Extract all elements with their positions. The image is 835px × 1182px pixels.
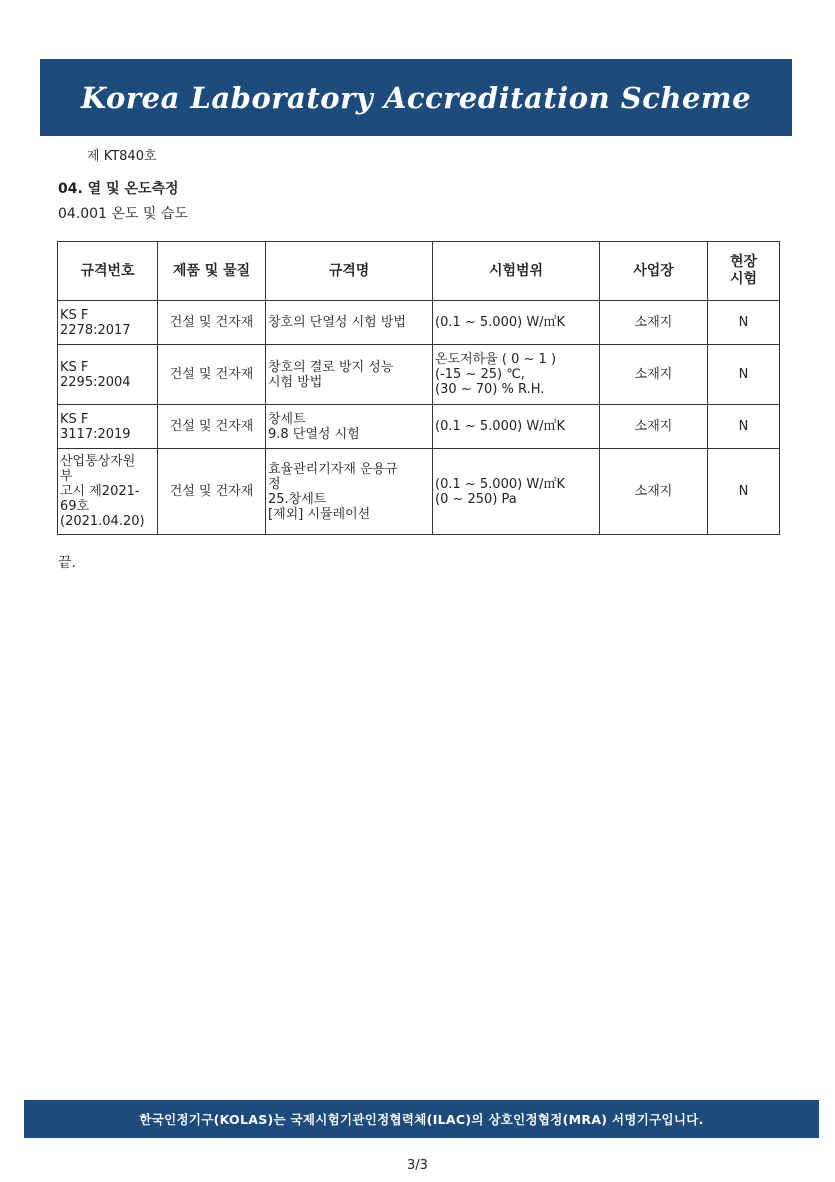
standard-number-cell: KS F 3117:2019 xyxy=(58,405,158,449)
test-range-cell: (0.1 ~ 5.000) W/㎡K (0 ~ 250) Pa xyxy=(433,449,600,535)
standard-name-cell: 창호의 결로 방지 성능 시험 방법 xyxy=(266,345,433,405)
header-test-range: 시험범위 xyxy=(433,242,600,301)
section-title: 04. 열 및 온도측정 xyxy=(58,181,179,197)
test-range-cell: (0.1 ~ 5.000) W/㎡K xyxy=(433,405,600,449)
header-site: 사업장 xyxy=(600,242,708,301)
product-cell: 건설 및 건자재 xyxy=(158,449,266,535)
test-range-cell: (0.1 ~ 5.000) W/㎡K xyxy=(433,301,600,345)
site-cell: 소재지 xyxy=(600,405,708,449)
standard-number-cell: KS F 2295:2004 xyxy=(58,345,158,405)
standard-number-cell: 산업통상자원 부 고시 제2021- 69호 (2021.04.20) xyxy=(58,449,158,535)
onsite-cell: N xyxy=(708,345,780,405)
product-cell: 건설 및 건자재 xyxy=(158,345,266,405)
header-title: Korea Laboratory Accreditation Scheme xyxy=(80,80,752,115)
header-standard-name: 규격명 xyxy=(266,242,433,301)
end-marker: 끝. xyxy=(58,555,76,571)
certificate-number: 제 KT840호 xyxy=(87,149,157,164)
table-row xyxy=(58,345,780,405)
table-row xyxy=(58,301,780,345)
site-cell: 소재지 xyxy=(600,345,708,405)
site-cell: 소재지 xyxy=(600,301,708,345)
header-banner xyxy=(40,59,792,136)
site-cell: 소재지 xyxy=(600,449,708,535)
header-standard-no: 규격번호 xyxy=(58,242,158,301)
standard-name-cell: 효율관리기자재 운용규 정 25.창세트 [제외] 시뮬레이션 xyxy=(266,449,433,535)
onsite-cell: N xyxy=(708,405,780,449)
footer-text: 한국인정기구(KOLAS)는 국제시험기관인정협력체(ILAC)의 상호인정협정(MRA) 서명기구입니다. xyxy=(139,1112,704,1127)
footer-banner xyxy=(24,1100,819,1138)
product-cell: 건설 및 건자재 xyxy=(158,301,266,345)
header-product: 제품 및 물질 xyxy=(158,242,266,301)
onsite-cell: N xyxy=(708,301,780,345)
table-row xyxy=(58,449,780,535)
scope-table xyxy=(57,241,780,535)
onsite-cell: N xyxy=(708,449,780,535)
table-header-row xyxy=(58,242,780,301)
header-onsite: 현장 시험 xyxy=(708,242,780,301)
standard-name-cell: 창세트 9.8 단열성 시험 xyxy=(266,405,433,449)
product-cell: 건설 및 건자재 xyxy=(158,405,266,449)
standard-name-cell: 창호의 단열성 시험 방법 xyxy=(266,301,433,345)
page-number: 3/3 xyxy=(407,1158,428,1173)
standard-number-cell: KS F 2278:2017 xyxy=(58,301,158,345)
table-row xyxy=(58,405,780,449)
test-range-cell: 온도저하율 ( 0 ~ 1 ) (-15 ~ 25) ℃, (30 ~ 70) % R.H. xyxy=(433,345,600,405)
subsection-title: 04.001 온도 및 습도 xyxy=(58,206,188,222)
